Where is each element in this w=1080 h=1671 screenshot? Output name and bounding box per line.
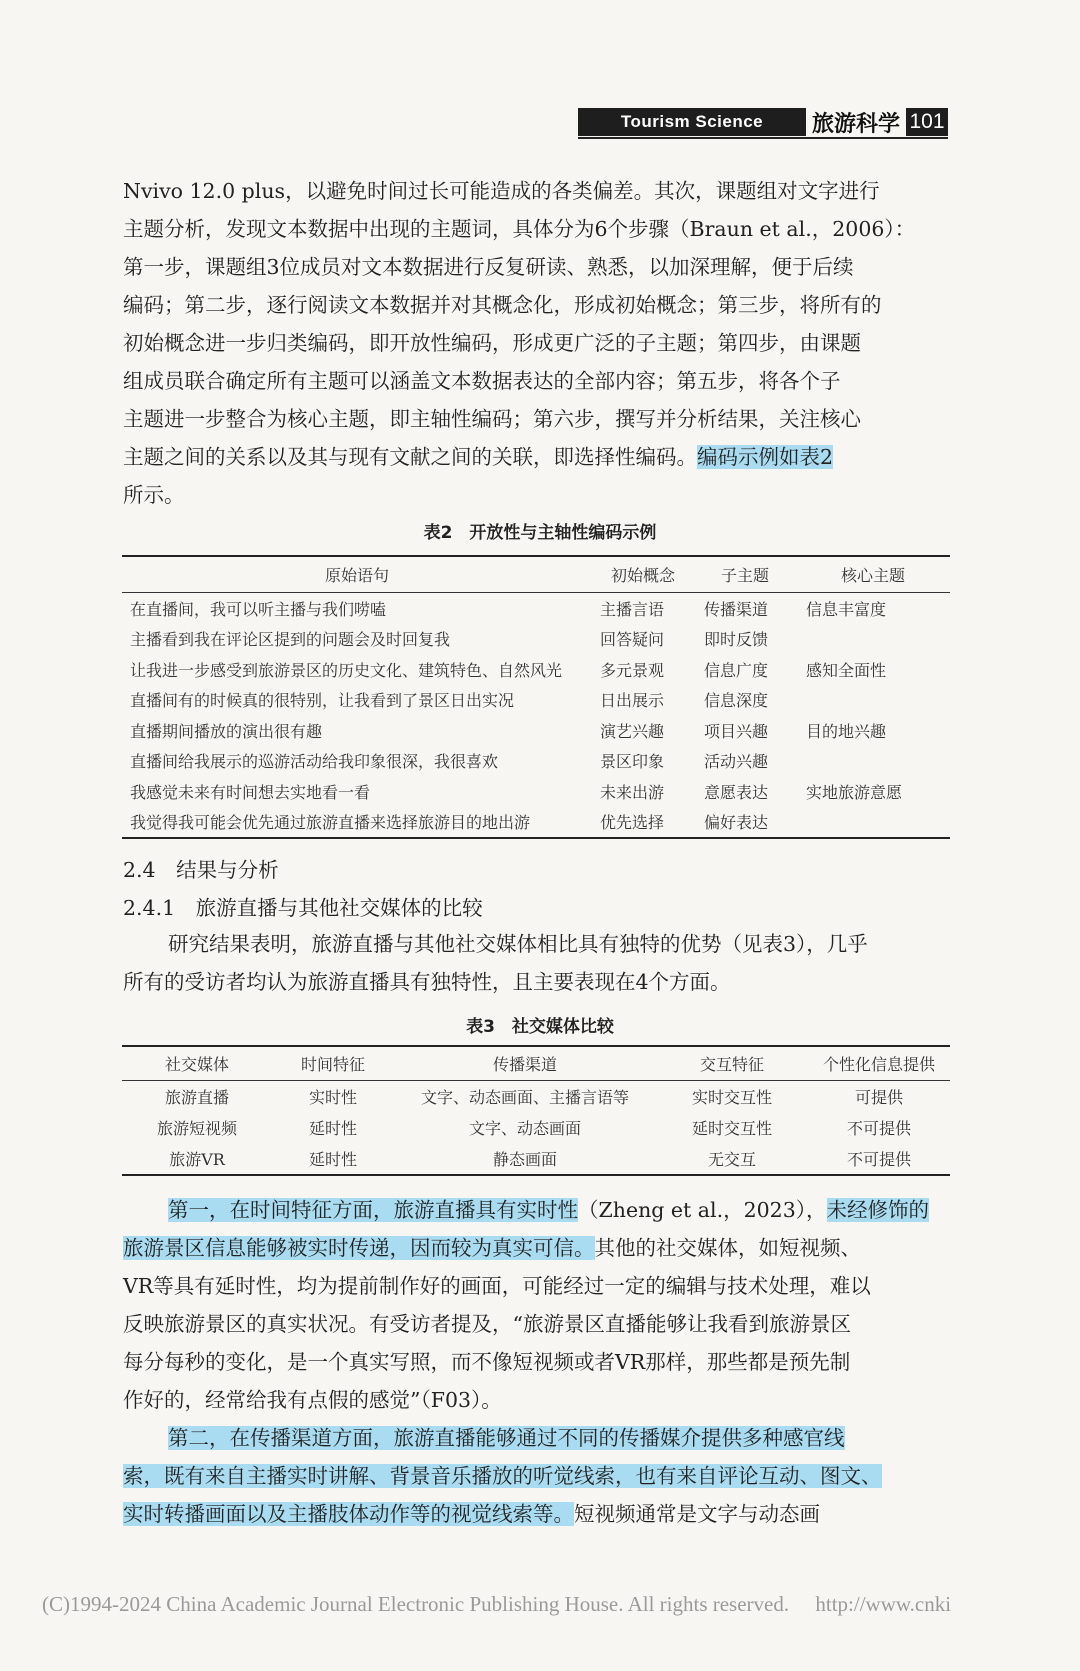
text-line: 每分每秒的变化，是一个真实写照，而不像短视频或者VR那样，那些都是预先制 <box>123 1350 851 1374</box>
table-header-cell: 时间特征 <box>272 1046 394 1081</box>
table-header-cell: 原始语句 <box>122 556 592 593</box>
highlighted-text: 旅游景区信息能够被实时传递，因而较为真实可信。 <box>123 1236 595 1260</box>
header-rule <box>578 137 948 139</box>
table-cell: 延时交互性 <box>691 1119 772 1138</box>
table-row <box>122 1081 950 1113</box>
paragraph-second-point <box>123 1419 950 1533</box>
table-row <box>122 685 950 716</box>
table-cell: 不可提供 <box>846 1119 911 1138</box>
table-cell: 主播看到我在评论区提到的问题会及时回复我 <box>130 630 451 650</box>
text-span: 其他的社交媒体，如短视频、 <box>594 1236 861 1260</box>
table-row <box>122 746 950 777</box>
table-cell: 无交互 <box>707 1150 756 1169</box>
table-row <box>122 593 950 624</box>
table-cell: 感知全面性 <box>806 660 887 680</box>
table-cell: 直播间有的时候真的很特别，让我看到了景区日出实况 <box>130 691 515 711</box>
table-cell: 实时交互性 <box>691 1088 772 1107</box>
text-line: 组成员联合确定所有主题可以涵盖文本数据表达的全部内容；第五步，将各个子 <box>123 369 841 393</box>
text-span: 主题之间的关系以及其与现有文献之间的关联，即选择性编码。 <box>123 445 697 469</box>
table-cell: 偏好表达 <box>704 813 769 833</box>
table-cell: 项目兴趣 <box>704 721 769 741</box>
journal-name-cn: 旅游科学 <box>811 110 900 137</box>
table-cell: 在直播间，我可以听主播与我们唠嗑 <box>130 599 387 619</box>
table-cell: 目的地兴趣 <box>806 721 887 741</box>
table-cell: 回答疑问 <box>600 630 665 650</box>
paragraph-results <box>123 926 950 1001</box>
text-line: 反映旅游景区的真实状况。有受访者提及，“旅游景区直播能够让我看到旅游景区 <box>123 1312 851 1336</box>
highlighted-text: 索，既有来自主播实时讲解、背景音乐播放的听觉线索，也有来自评论互动、图文、 <box>123 1464 882 1488</box>
highlighted-text: 编码示例如表2 <box>697 445 834 469</box>
table-cell <box>796 685 950 716</box>
table-row <box>122 624 950 655</box>
text-line: Nvivo 12.0 plus，以避免时间过长可能造成的各类偏差。其次，课题组对文字进行 <box>123 179 880 203</box>
citation: （Zheng et al.，2023）， <box>578 1198 827 1222</box>
table2 <box>122 555 950 839</box>
table-header-cell: 子主题 <box>694 556 796 593</box>
table-cell: 不可提供 <box>846 1150 911 1169</box>
table-row <box>122 1143 950 1175</box>
text-line <box>123 1495 950 1533</box>
text-line: 编码；第二步，逐行阅读文本数据并对其概念化，形成初始概念；第三步，将所有的 <box>123 293 882 317</box>
table-row <box>122 776 950 807</box>
table-cell: 直播期间播放的演出很有趣 <box>130 721 323 741</box>
table-cell: 延时性 <box>308 1119 357 1138</box>
table-cell: 旅游短视频 <box>156 1119 237 1138</box>
table-header-cell: 交互特征 <box>656 1046 808 1081</box>
table-header-cell: 个性化信息提供 <box>808 1046 950 1081</box>
page-number: 101 <box>906 108 948 136</box>
section-heading: 2.4 结果与分析 <box>123 858 279 882</box>
table-header-cell: 核心主题 <box>796 556 950 593</box>
table-cell: 我感觉未来有时间想去实地看一看 <box>130 782 371 802</box>
table-cell: 文字、动态画面、主播言语等 <box>420 1088 629 1107</box>
text-line: 主题进一步整合为核心主题，即主轴性编码；第六步，撰写并分析结果，关注核心 <box>123 407 861 431</box>
table-cell: 让我进一步感受到旅游景区的历史文化、建筑特色、自然风光 <box>130 660 563 680</box>
table-cell: 日出展示 <box>600 691 665 711</box>
text-line <box>123 1419 950 1457</box>
text-line <box>123 1191 950 1229</box>
table-cell: 实地旅游意愿 <box>806 782 903 802</box>
table-cell: 旅游直播 <box>164 1088 229 1107</box>
table-cell: 多元景观 <box>600 660 665 680</box>
text-line: 所示。 <box>123 483 185 507</box>
table-row <box>122 807 950 839</box>
table2-caption: 表2 开放性与主轴性编码示例 <box>423 523 657 543</box>
running-header <box>578 108 948 136</box>
text-line <box>123 438 950 476</box>
table-cell: 信息深度 <box>704 691 769 711</box>
highlighted-text: 未经修饰的 <box>826 1198 930 1222</box>
text-line: 初始概念进一步归类编码，即开放性编码，形成更广泛的子主题；第四步，由课题 <box>123 331 861 355</box>
table-cell: 我觉得我可能会优先通过旅游直播来选择旅游目的地出游 <box>130 813 531 833</box>
table-cell: 即时反馈 <box>704 630 769 650</box>
table-header-cell: 初始概念 <box>592 556 694 593</box>
journal-name-en: Tourism Science <box>578 108 806 136</box>
intro-paragraph <box>123 172 950 514</box>
text-line: VR等具有延时性，均为提前制作好的画面，可能经过一定的编辑与技术处理，难以 <box>123 1274 871 1298</box>
table-row <box>122 715 950 746</box>
table-cell: 直播间给我展示的巡游活动给我印象很深，我很喜欢 <box>130 752 499 772</box>
text-span: 短视频通常是文字与动态画 <box>574 1502 820 1526</box>
highlighted-text: 实时转播画面以及主播肢体动作等的视觉线索等。 <box>123 1502 574 1526</box>
table-cell: 活动兴趣 <box>704 752 769 772</box>
table-header-cell: 传播渠道 <box>394 1046 656 1081</box>
table-cell: 实时性 <box>308 1088 357 1107</box>
table-cell <box>796 807 950 839</box>
table-cell: 未来出游 <box>600 782 665 802</box>
table-row <box>122 654 950 685</box>
table-cell: 可提供 <box>854 1088 903 1107</box>
table-cell: 主播言语 <box>600 599 665 619</box>
table-header-cell: 社交媒体 <box>122 1046 272 1081</box>
copyright-footer: (C)1994-2024 China Academic Journal Electronic Publishing House. All rights reserved. http://www.cnki <box>42 1592 952 1616</box>
table-cell: 信息丰富度 <box>806 599 887 619</box>
text-line: 主题分析，发现文本数据中出现的主题词，具体分为6个步骤（Braun et al.，2006）： <box>123 217 916 241</box>
table3-caption: 表3 社交媒体比较 <box>466 1017 614 1037</box>
table-cell: 传播渠道 <box>704 599 769 619</box>
table3 <box>122 1045 950 1176</box>
text-line: 作好的，经常给我有点假的感觉”（F03）。 <box>123 1388 502 1412</box>
table-cell: 旅游VR <box>169 1150 225 1169</box>
table-cell: 优先选择 <box>600 813 665 833</box>
table-cell: 信息广度 <box>704 660 769 680</box>
table-cell <box>796 746 950 777</box>
text-line: 第一步，课题组3位成员对文本数据进行反复研读、熟悉，以加深理解，便于后续 <box>123 255 854 279</box>
text-line <box>123 1457 950 1495</box>
text-line: 所有的受访者均认为旅游直播具有独特性，且主要表现在4个方面。 <box>123 969 731 994</box>
paragraph-first-point <box>123 1191 950 1419</box>
table-cell: 静态画面 <box>492 1150 557 1169</box>
table-cell: 演艺兴趣 <box>600 721 665 741</box>
highlighted-text: 第一，在时间特征方面，旅游直播具有实时性 <box>168 1198 578 1222</box>
table-header-row <box>122 1046 950 1081</box>
table-cell: 意愿表达 <box>704 782 769 802</box>
table-header-row <box>122 556 950 593</box>
table-row <box>122 1112 950 1143</box>
highlighted-text: 第二，在传播渠道方面，旅游直播能够通过不同的传播媒介提供多种感官线 <box>168 1426 845 1450</box>
text-line: 研究结果表明，旅游直播与其他社交媒体相比具有独特的优势（见表3），几乎 <box>168 932 868 956</box>
table-cell: 文字、动态画面 <box>468 1119 581 1138</box>
table-cell <box>796 624 950 655</box>
subsection-heading: 2.4.1 旅游直播与其他社交媒体的比较 <box>123 896 483 920</box>
text-line <box>123 1229 950 1267</box>
table-cell: 景区印象 <box>600 752 665 772</box>
table-cell: 延时性 <box>308 1150 357 1169</box>
